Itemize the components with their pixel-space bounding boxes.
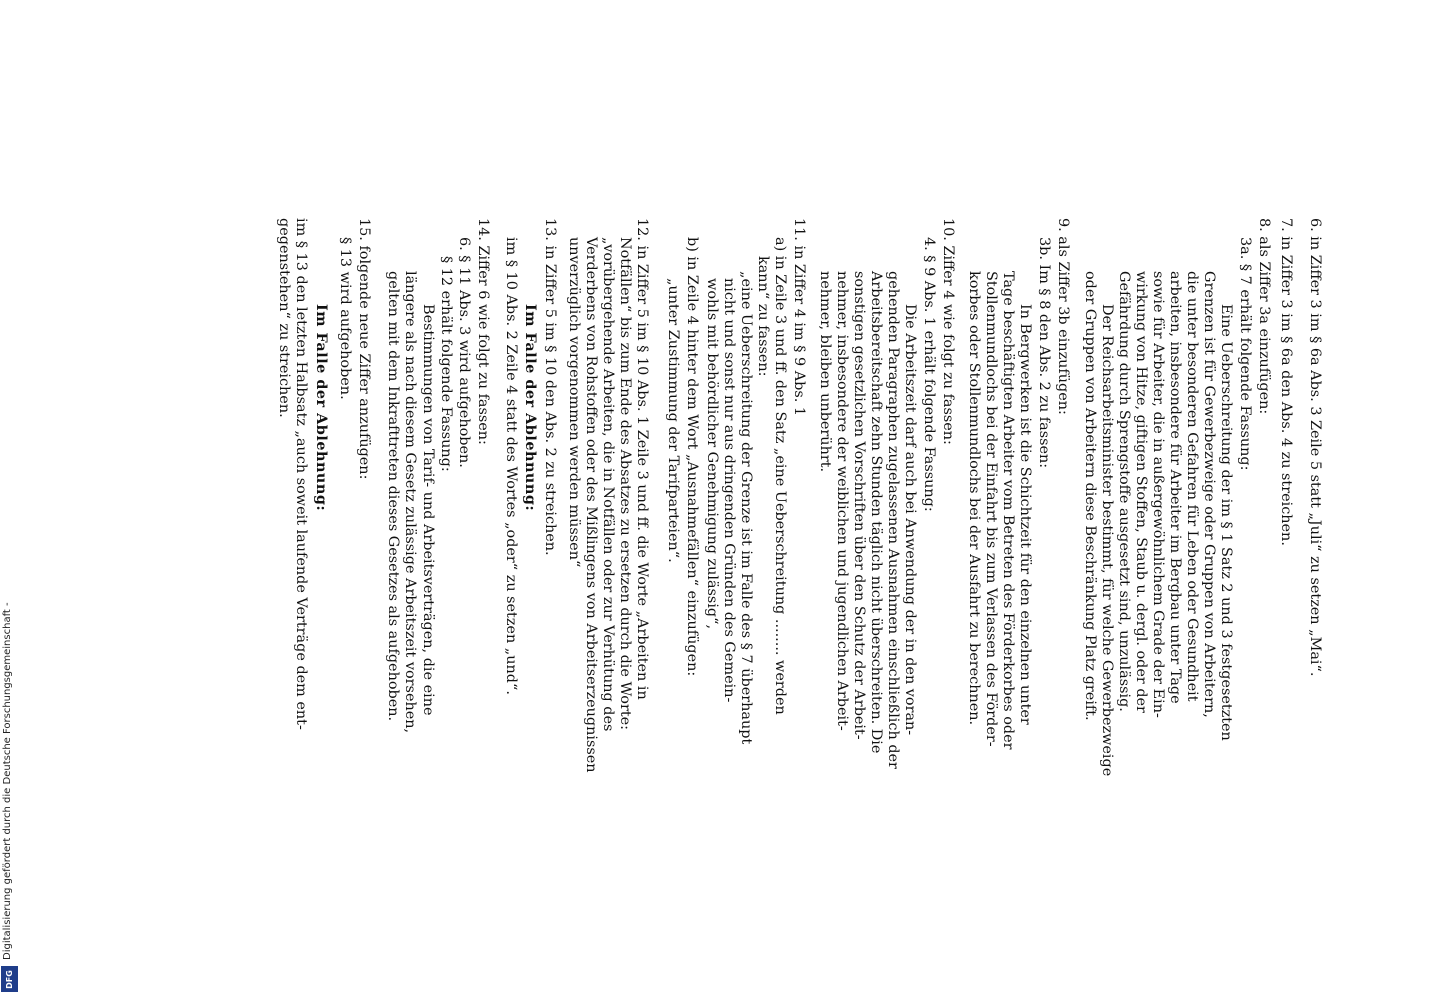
line-text: sonstigen gesetzlichen Vorschriften über den Schutz der Arbeit- (851, 271, 867, 740)
line-text: wirkung von Hitze, giftigen Stoffen, Staub u. dergl. oder der (1133, 271, 1149, 713)
line-text: Stollenmundlochs bei der Einfahrt bis zum Verlassen des Förder- (983, 271, 999, 747)
line-item-6: 6. in Ziffer 3 im § 6a Abs. 3 Zeile 5 statt „Juli“ zu setzen „Mai“. (1307, 218, 1323, 677)
line-text: kann“ zu fassen: (755, 256, 771, 377)
line-text: „unter Zustimmung der Tarifparteien“. (665, 278, 681, 563)
line-item-10: 10. Ziffer 4 wie folgt zu fassen: (940, 218, 956, 445)
dfg-logo: DFG (1, 966, 18, 992)
line-text: nehmer, insbesondere der weiblichen und jugendlichen Arbeit- (834, 271, 850, 731)
line-text: b) in Zeile 4 hinter dem Wort „Ausnahmefällen“ einzufügen: (684, 237, 700, 677)
line-3b-heading: 3b. Im § 8 den Abs. 2 zu fassen: (1036, 237, 1052, 469)
line-text: wohls mit behördlicher Genehmigung zulässig“, (704, 278, 720, 630)
line-text: die unter besonderen Gefahren für Leben oder Gesundheit (1184, 271, 1200, 702)
line-text: im § 10 Abs. 2 Zeile 4 statt des Wortes „oder“ zu setzen „und“. (503, 237, 519, 695)
line-text: Eine Ueberschreitung der im § 1 Satz 2 und 3 festgesetzten (1218, 304, 1234, 741)
line-item-15: 15. folgende neue Ziffer anzufügen: (356, 218, 372, 480)
line-text: 6. § 11 Abs. 3 wird aufgehoben. (456, 237, 472, 468)
line-text: sowie für Arbeiter, die in außergewöhnlichem Grade der Ein- (1150, 271, 1166, 718)
line-text: korbes oder Stollenmundlochs bei der Ausfahrt zu berechnen. (966, 271, 982, 726)
line-3a-heading: 3a. § 7 erhält folgende Fassung: (1237, 237, 1253, 471)
line-item-7: 7. in Ziffer 3 im § 6a den Abs. 4 zu streichen. (1278, 218, 1294, 546)
line-text: Arbeitsbereitschaft zehn Stunden täglich nicht überschreiten. Die (868, 271, 884, 754)
line-text: nehmer, bleiben unberührt. (817, 271, 833, 473)
line-text: § 13 wird aufgehoben. (337, 237, 353, 400)
line-text: nicht und sonst nur aus dringenden Gründen des Gemein- (721, 278, 737, 703)
line-item-9: 9. als Ziffer 3b einzufügen: (1055, 218, 1071, 415)
line-text: Gefährdung durch Sprengstoffe ausgesetzt sind, unzulässig. (1116, 271, 1132, 712)
document-page (95, 218, 1327, 838)
line-text: oder Gruppen von Arbeitern diese Beschränkung Platz greift. (1082, 271, 1098, 721)
line-text: längere als nach diesem Gesetz zulässige Arbeitszeit vorsehen, (402, 271, 418, 734)
line-text: Tage beschäftigten Arbeiter vom Betreten des Förderkorbes oder (1000, 271, 1016, 750)
line-item-13: 13. in Ziffer 5 im § 10 den Abs. 2 zu streichen. (542, 218, 558, 556)
line-text: a) in Zeile 3 und ff. den Satz „eine Ueberschreitung ........ werden (772, 237, 788, 715)
line-item-12: 12. in Ziffer 5 im § 10 Abs. 1 Zeile 3 und ff. die Worte „Arbeiten in (634, 218, 650, 700)
line-text: § 12 erhält folgende Fassung: (438, 256, 454, 472)
digitization-credit: Digitalisierung gefördert durch die Deutsche Forschungsgemeinschaft - (2, 602, 13, 960)
line-item-14: 14. Ziffer 6 wie folgt zu fassen: (475, 218, 491, 445)
line-item-11: 11. in Ziffer 4 im § 9 Abs. 1 (791, 218, 807, 417)
line-text: gehenden Paragraphen zugelassenen Ausnahmen einschließlich der (885, 271, 901, 769)
line-text: Die Arbeitszeit darf auch bei Anwendung der in den voran- (902, 304, 918, 736)
line-text: Notfällen“ bis zum Ende des Absatzes zu ersetzen durch die Worte: (617, 237, 633, 730)
line-text: Bestimmungen von Tarif- und Arbeitsverträgen, die eine (420, 304, 436, 716)
line-heading-ablehnung: Im Falle der Ablehnung: (522, 304, 539, 512)
line-4-heading: 4. § 9 Abs. 1 erhält folgende Fassung: (921, 237, 937, 512)
line-text: Der Reichsarbeitsminister bestimmt, für welche Gewerbezweige (1099, 304, 1115, 777)
line-text: unverzüglich vorgenommen werden müssen“ (566, 237, 582, 568)
line-text: Verderbens von Rohstoffen oder des Mißlingens von Arbeitserzeugnissen (583, 237, 599, 773)
line-text: Grenzen ist für Gewerbezweige oder Gruppen von Arbeitern, (1201, 271, 1217, 718)
line-item-8: 8. als Ziffer 3a einzufügen: (1256, 218, 1272, 415)
line-text: „vorübergehende Arbeiten, die in Notfällen oder zur Verhütung des (600, 237, 616, 732)
line-text: arbeiten, insbesondere für Arbeiter im Bergbau unter Tage (1167, 271, 1183, 704)
line-text: im § 13 den letzten Halbsatz „auch soweit laufende Verträge dem ent- (293, 218, 309, 730)
line-text: gelten mit dem Inkrafttreten dieses Gesetzes als aufgehoben. (385, 271, 401, 722)
line-text: „eine Ueberschreitung der Grenze ist im Falle des § 7 überhaupt (738, 271, 754, 745)
line-heading-ablehnung: Im Falle der Ablehnung: (313, 304, 330, 512)
line-text: gegenstehen“ zu streichen. (276, 218, 292, 418)
line-text: In Bergwerken ist die Schichtzeit für den einzelnen unter (1017, 304, 1033, 725)
sidebar (0, 0, 20, 1000)
